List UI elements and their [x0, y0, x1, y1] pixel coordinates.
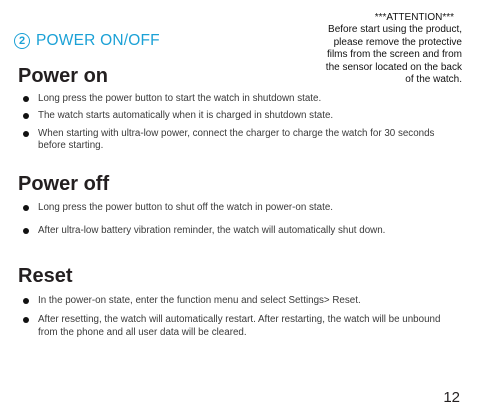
attention-line: of the watch. [405, 74, 462, 86]
bullet-icon [23, 298, 29, 304]
list-item-text: Long press the power button to start the watch in shutdown state. [38, 93, 322, 104]
power-on-section [18, 64, 458, 158]
section-header [14, 32, 160, 50]
bullet-icon [23, 228, 29, 234]
list-item [18, 314, 458, 339]
reset-heading: Reset [18, 265, 73, 287]
bullet-icon [23, 205, 29, 211]
power-off-heading: Power off [18, 173, 110, 195]
reset-list [18, 295, 458, 339]
section-header-title: POWER ON/OFF [36, 32, 160, 49]
list-item [18, 93, 458, 105]
attention-line: the sensor located on the back [325, 61, 462, 73]
list-item [18, 202, 458, 214]
page-number: 12 [443, 389, 460, 406]
reset-section [18, 264, 458, 346]
list-item [18, 128, 458, 153]
attention-line: please remove the protective [333, 36, 462, 48]
power-on-heading: Power on [18, 65, 109, 87]
power-off-list [18, 202, 458, 238]
list-item-text: Long press the power button to shut off the watch in power-on state. [38, 202, 333, 213]
list-item-text: In the power-on state, enter the function menu and select Settings> Reset. [38, 295, 361, 306]
bullet-icon [23, 113, 29, 119]
bullet-icon [23, 96, 29, 102]
list-item-text: The watch starts automatically when it is charged in shutdown state. [38, 110, 334, 122]
bullet-icon [23, 317, 29, 323]
list-item [18, 295, 458, 307]
list-item [18, 110, 458, 122]
list-item-text: When starting with ultra-low power, connect the charger to charge the watch for 30 seconds before starting. [38, 127, 435, 152]
list-item [18, 225, 458, 237]
power-on-list [18, 93, 458, 153]
list-item-text: After resetting, the watch will automatically restart. After restarting, the watch will be unbound from the phone and all user data will be cleared. [38, 314, 441, 338]
section-number-badge: 2 [14, 33, 30, 49]
attention-line: Before start using the product, [328, 24, 462, 36]
power-off-section [18, 172, 458, 249]
attention-line: films from the screen and from [326, 49, 462, 61]
bullet-icon [23, 131, 29, 137]
list-item-text: After ultra-low battery vibration reminder, the watch will automatically shut down. [38, 225, 386, 237]
attention-title: ***ATTENTION*** [374, 12, 454, 23]
